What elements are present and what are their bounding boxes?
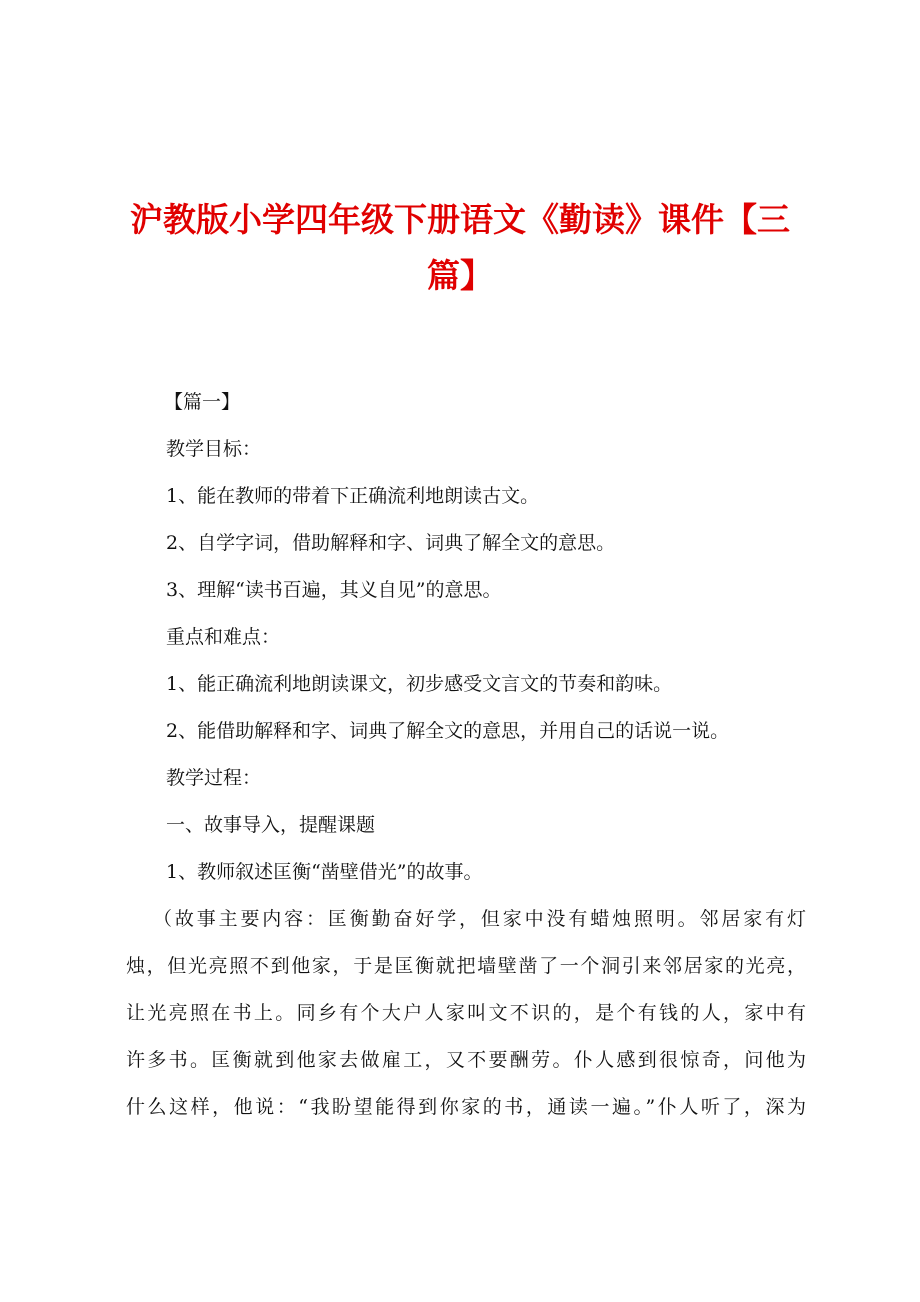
story-line: 许多书。匡衡就到他家去做雇工，又不要酬劳。仆人感到很惊奇，问他为 (126, 1049, 806, 1071)
process-heading: 教学过程： (166, 767, 262, 789)
story-line: 什么这样，他说：“我盼望能得到你家的书，通读一遍。”仆人听了，深为 (126, 1096, 806, 1118)
story-line: （故事主要内容：匡衡勤奋好学，但家中没有蜡烛照明。邻居家有灯 (153, 908, 806, 930)
objectives-heading: 教学目标： (166, 438, 262, 460)
story-line: 让光亮照在书上。同乡有个大户人家叫文不识的，是个有钱的人，家中有 (126, 1002, 806, 1024)
title-line-2: 篇】 (427, 256, 493, 295)
objective-item: 2、自学字词，借助解释和字、词典了解全文的意思。 (166, 532, 616, 554)
key-points-heading: 重点和难点： (166, 626, 281, 648)
story-paragraph (126, 896, 806, 1131)
document-title (110, 192, 810, 304)
objective-item: 3、理解“读书百遍，其义自见”的意思。 (166, 579, 502, 601)
objective-item: 1、能在教师的带着下正确流利地朗读古文。 (166, 485, 540, 507)
section-heading: 【篇一】 (164, 391, 241, 413)
story-line: 烛，但光亮照不到他家，于是匡衡就把墙壁凿了一个洞引来邻居家的光亮， (126, 955, 806, 977)
process-item: 1、教师叙述匡衡“凿壁借光”的故事。 (166, 861, 483, 883)
title-line-1: 沪教版小学四年级下册语文《勤读》课件【三 (130, 200, 790, 239)
document-body (126, 386, 806, 1131)
key-point-item: 2、能借助解释和字、词典了解全文的意思，并用自己的话说一说。 (166, 720, 730, 742)
key-point-item: 1、能正确流利地朗读课文，初步感受文言文的节奏和韵味。 (166, 673, 673, 695)
process-step-heading: 一、故事导入，提醒课题 (166, 814, 376, 836)
